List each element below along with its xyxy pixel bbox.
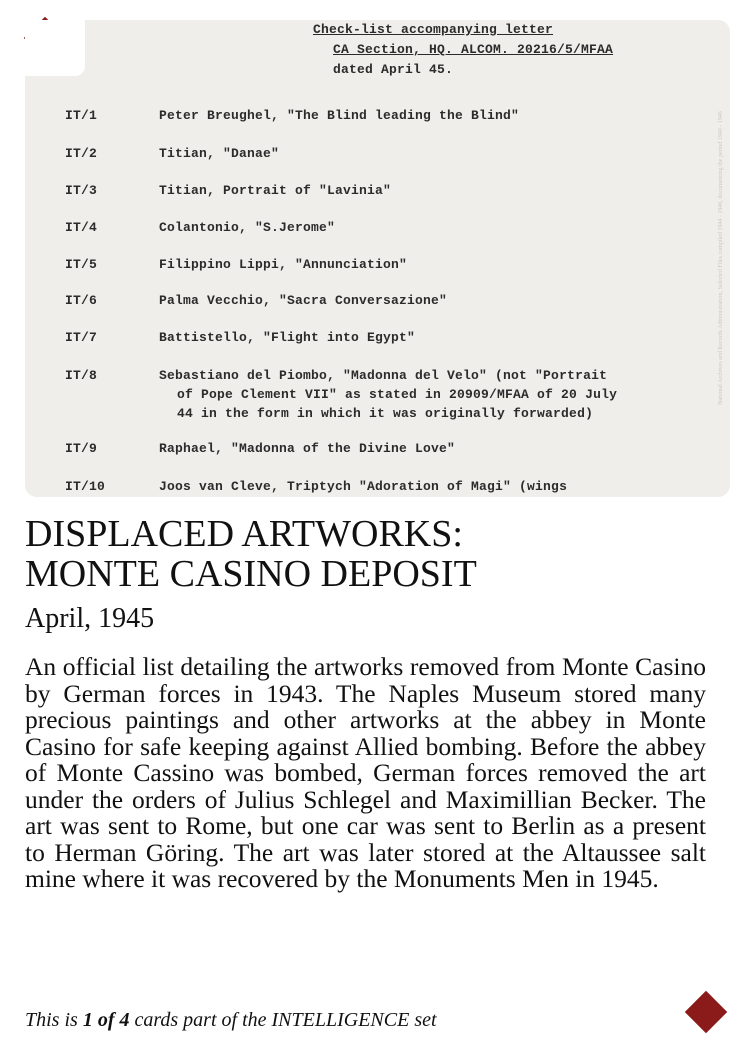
item-code: IT/3: [65, 183, 98, 198]
list-item: [65, 220, 335, 235]
list-item: [65, 257, 407, 272]
item-text: Colantonio, "S.Jerome": [159, 220, 336, 235]
footer-suffix: cards part of the INTELLIGENCE set: [129, 1009, 437, 1031]
item-text: Joos van Cleve, Triptych "Adoration of Magi" (wings: [159, 479, 568, 494]
item-text: Titian, "Danae": [159, 146, 280, 161]
footer-count: 1 of 4: [82, 1009, 130, 1031]
footer-prefix: This is: [25, 1009, 83, 1031]
card-title: [25, 514, 477, 594]
title-line: DISPLACED ARTWORKS:: [25, 513, 463, 555]
diamond-suit-icon: [685, 991, 727, 1033]
item-text: Peter Breughel, "The Blind leading the Blind": [159, 108, 520, 123]
item-continuation: of Pope Clement VII" as stated in 20909/MFAA of 20 July: [177, 387, 618, 402]
item-text: Battistello, "Flight into Egypt": [159, 330, 416, 345]
item-text: Filippino Lippi, "Annunciation": [159, 257, 408, 272]
list-item: [65, 183, 391, 198]
item-code: IT/4: [65, 220, 98, 235]
item-code: IT/9: [65, 441, 98, 456]
header-line: Check-list accompanying letter: [313, 22, 554, 37]
list-item: [65, 330, 415, 345]
item-code: IT/6: [65, 293, 98, 308]
item-code: IT/7: [65, 330, 98, 345]
item-text: Palma Vecchio, "Sacra Conversazione": [159, 293, 448, 308]
list-item: [65, 479, 567, 494]
header-line: CA Section, HQ. ALCOM. 20216/5/MFAA: [333, 42, 614, 57]
header-line: dated April 45.: [333, 62, 454, 77]
list-item: [65, 108, 519, 123]
list-item: [65, 441, 455, 456]
source-credit: National Archives and Records Administration, Selected Files compiled 1944 - 1946, documenting the period 1940 - 1946: [718, 111, 724, 405]
document-photo: [25, 20, 730, 497]
item-text: Raphael, "Madonna of the Divine Love": [159, 441, 456, 456]
document-header: [313, 20, 613, 80]
item-code: IT/5: [65, 257, 98, 272]
title-line: MONTE CASINO DEPOSIT: [25, 553, 477, 595]
item-code: IT/2: [65, 146, 98, 161]
card-description: An official list detailing the artworks removed from Monte Casino by German forces in 1943. The Naples Museum stored many precious paintings and other artworks at the abbey in Monte Casino for safe keeping against Allied bombing. Before the abbey of Monte Cassino was bombed, German forces removed the art under the orders of Julius Schlegel and Maximillian Becker. The art was sent to Rome, but one car was sent to Berlin as a present to Herman Göring. The art was later stored at the Altaussee salt mine where it was recovered by the Monuments Men in 1945.: [25, 652, 706, 893]
item-text: Titian, Portrait of "Lavinia": [159, 183, 392, 198]
list-item: [65, 368, 607, 383]
list-item: [65, 293, 447, 308]
item-code: IT/10: [65, 479, 106, 494]
card-footer: [25, 1009, 437, 1032]
photo-corner: [25, 20, 85, 76]
card-date: April, 1945: [25, 603, 155, 634]
item-code: IT/8: [65, 368, 98, 383]
item-continuation: 44 in the form in which it was originally forwarded): [177, 406, 594, 421]
item-text: Sebastiano del Piombo, "Madonna del Velo" (not "Portrait: [159, 368, 608, 383]
item-code: IT/1: [65, 108, 98, 123]
list-item: [65, 146, 279, 161]
